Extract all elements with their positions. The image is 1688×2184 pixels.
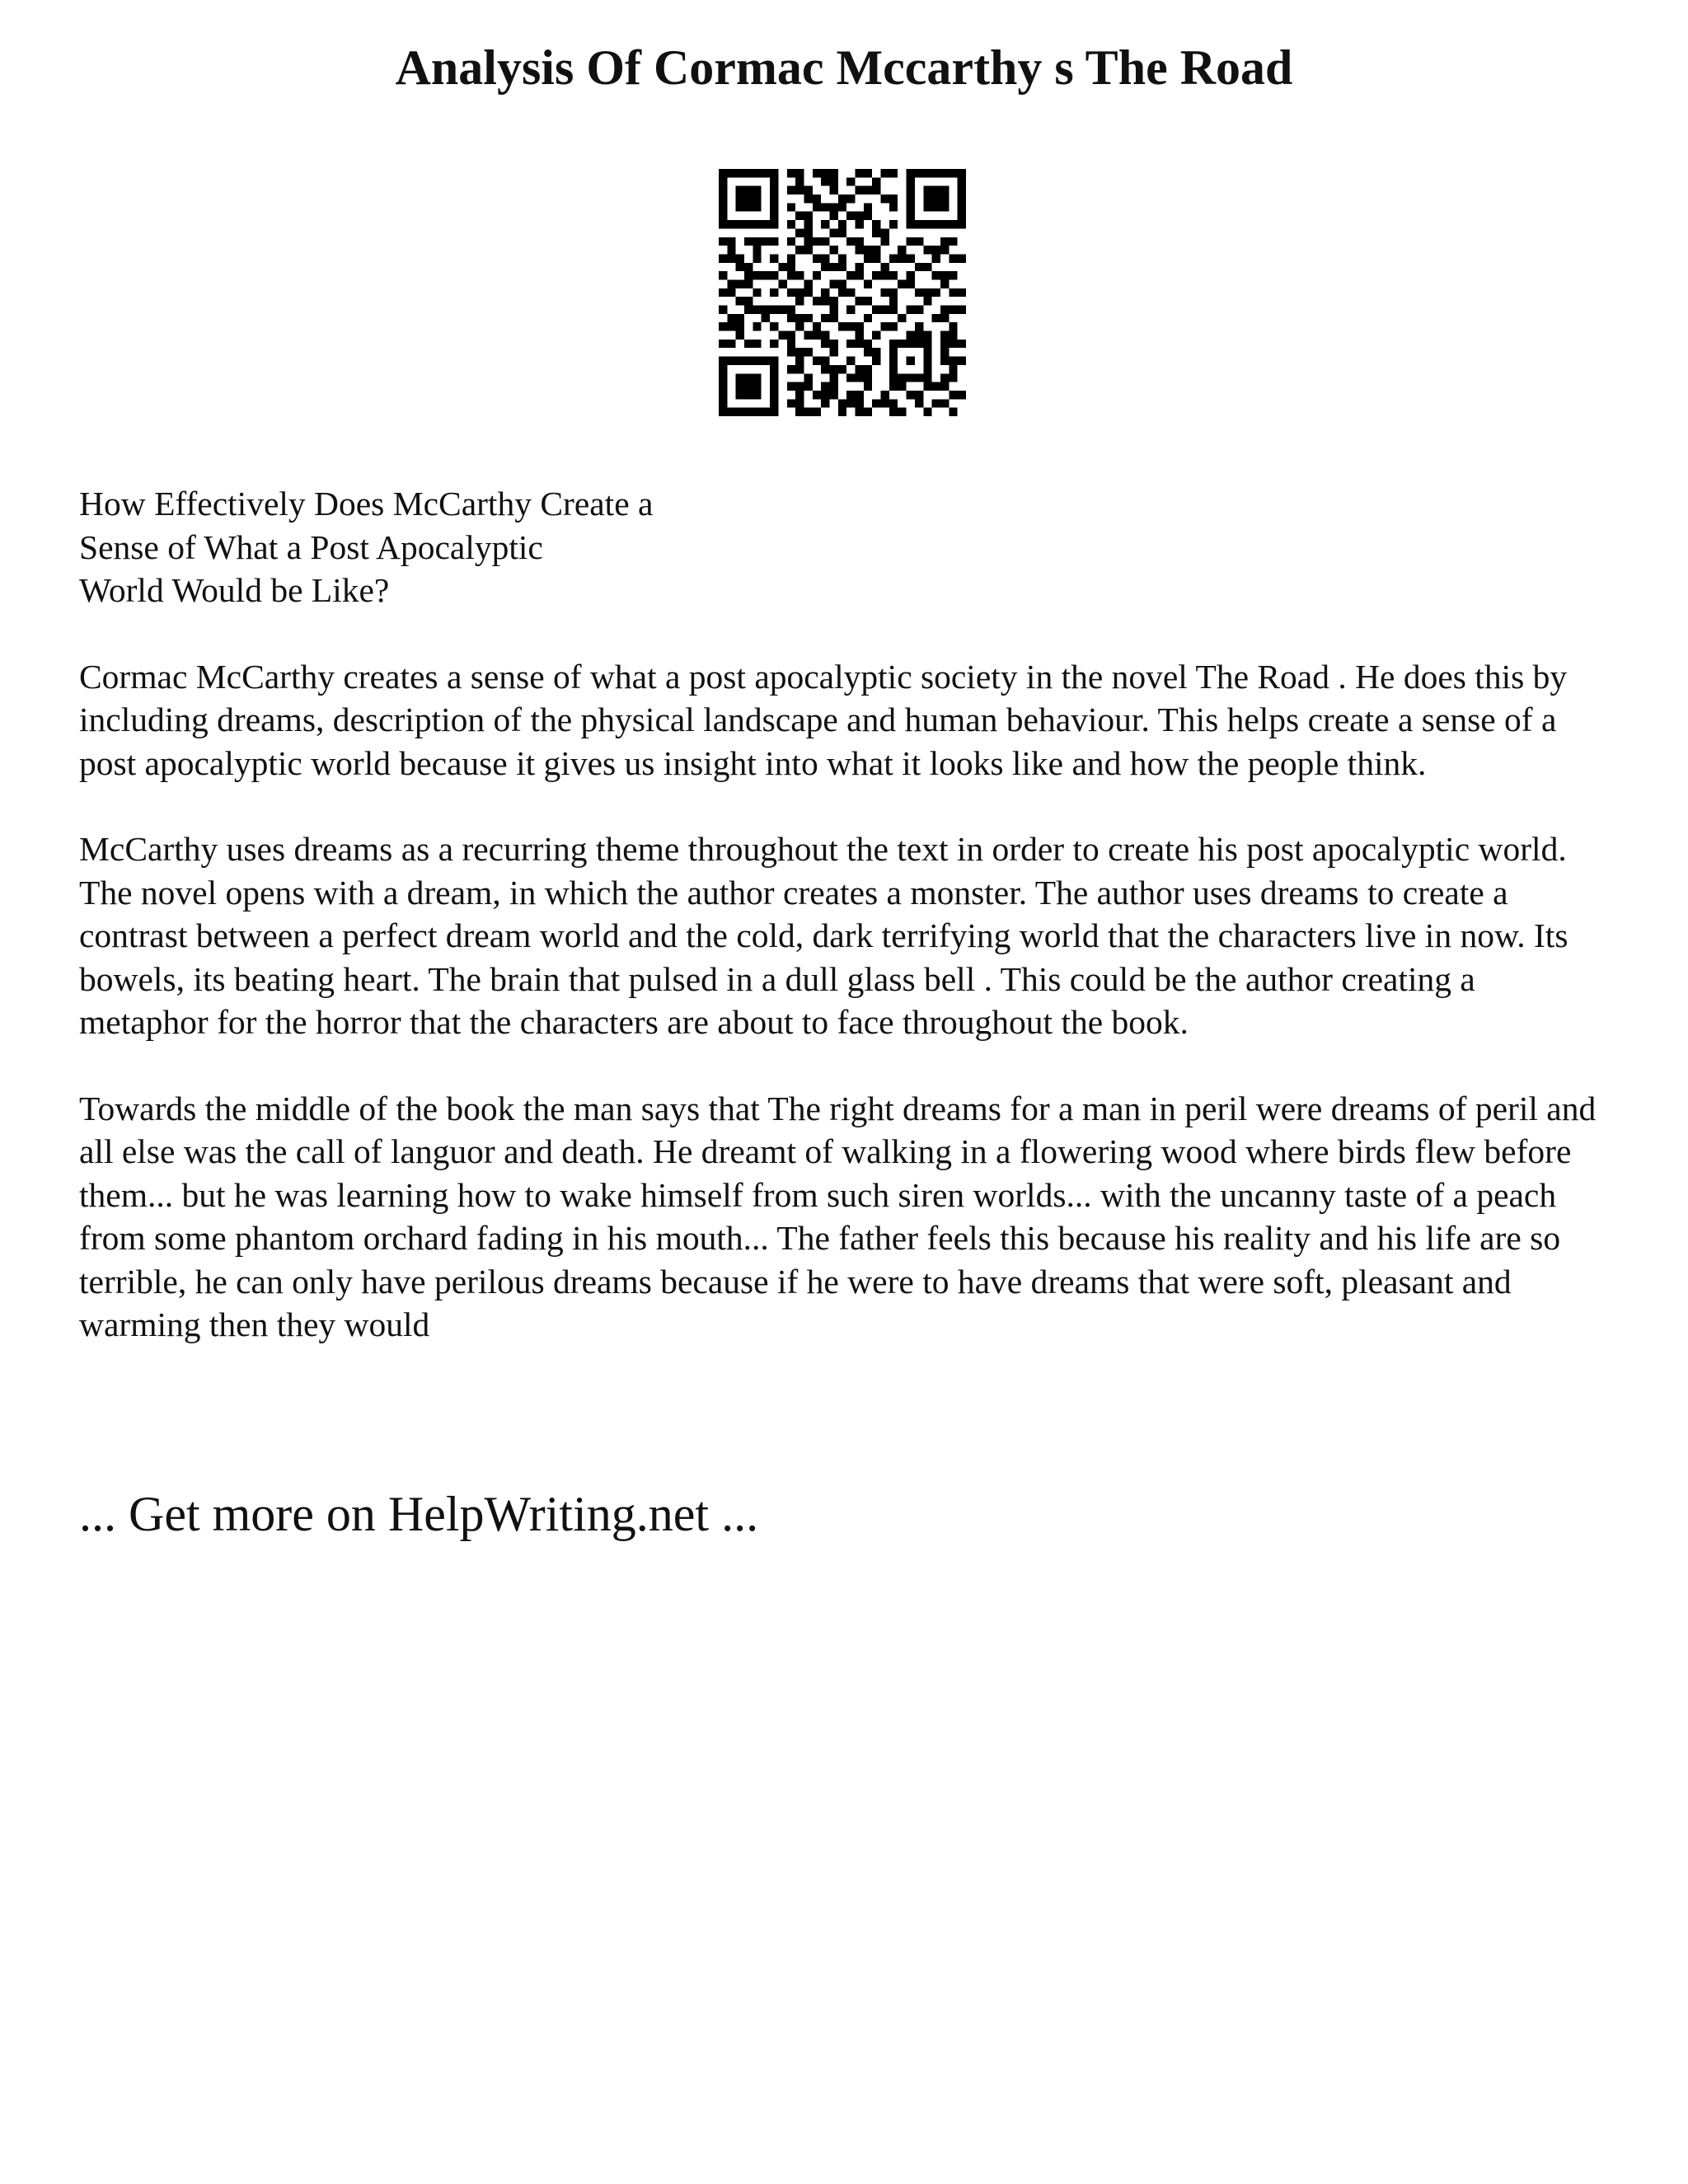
essay-question-line: How Effectively Does McCarthy Create a xyxy=(79,485,654,523)
paragraph-intro: Cormac McCarthy creates a sense of what a post apocalyptic society in the novel The Road . He does this by including dreams, description of the physical landscape and human behaviour. This helps create a sense of a post apocalyptic world because it gives us insight into what it looks like and how the people think. xyxy=(79,657,1568,782)
essay-question-line: World Would be Like? xyxy=(79,571,390,609)
paragraph-middle: Towards the middle of the book the man says that The right dreams for a man in peril were dreams of peril and all else was the call of languor and death. He dreamt of walking in a flowering wood where birds flew before them... but he was learning how to wake himself from such siren worlds... with the uncanny taste of a peach from some phantom orchard fading in his mouth... The father feels this because his reality and his life are so terrible, he can only have perilous dreams because if he were to have dreams that were soft, pleasant and warming then they would xyxy=(79,1089,1597,1343)
document-body xyxy=(79,482,1612,1390)
essay-question xyxy=(79,482,1612,612)
paragraph-dreams: McCarthy uses dreams as a recurring theme throughout the text in order to create his post apocalyptic world. The novel opens with a dream, in which the author creates a monster. The author uses dreams to create a contrast between a perfect dream world and the cold, dark terrifying world that the characters live in now. Its bowels, its beating heart. The brain that pulsed in a dull glass bell . This could be the author creating a metaphor for the horror that the characters are about to face throughout the book. xyxy=(79,830,1568,1041)
qr-code-icon xyxy=(719,169,966,416)
essay-question-line: Sense of What a Post Apocalyptic xyxy=(79,527,543,566)
get-more-link[interactable]: ... Get more on HelpWriting.net ... xyxy=(79,1487,759,1541)
document-title: Analysis Of Cormac Mccarthy s The Road xyxy=(395,40,1293,95)
